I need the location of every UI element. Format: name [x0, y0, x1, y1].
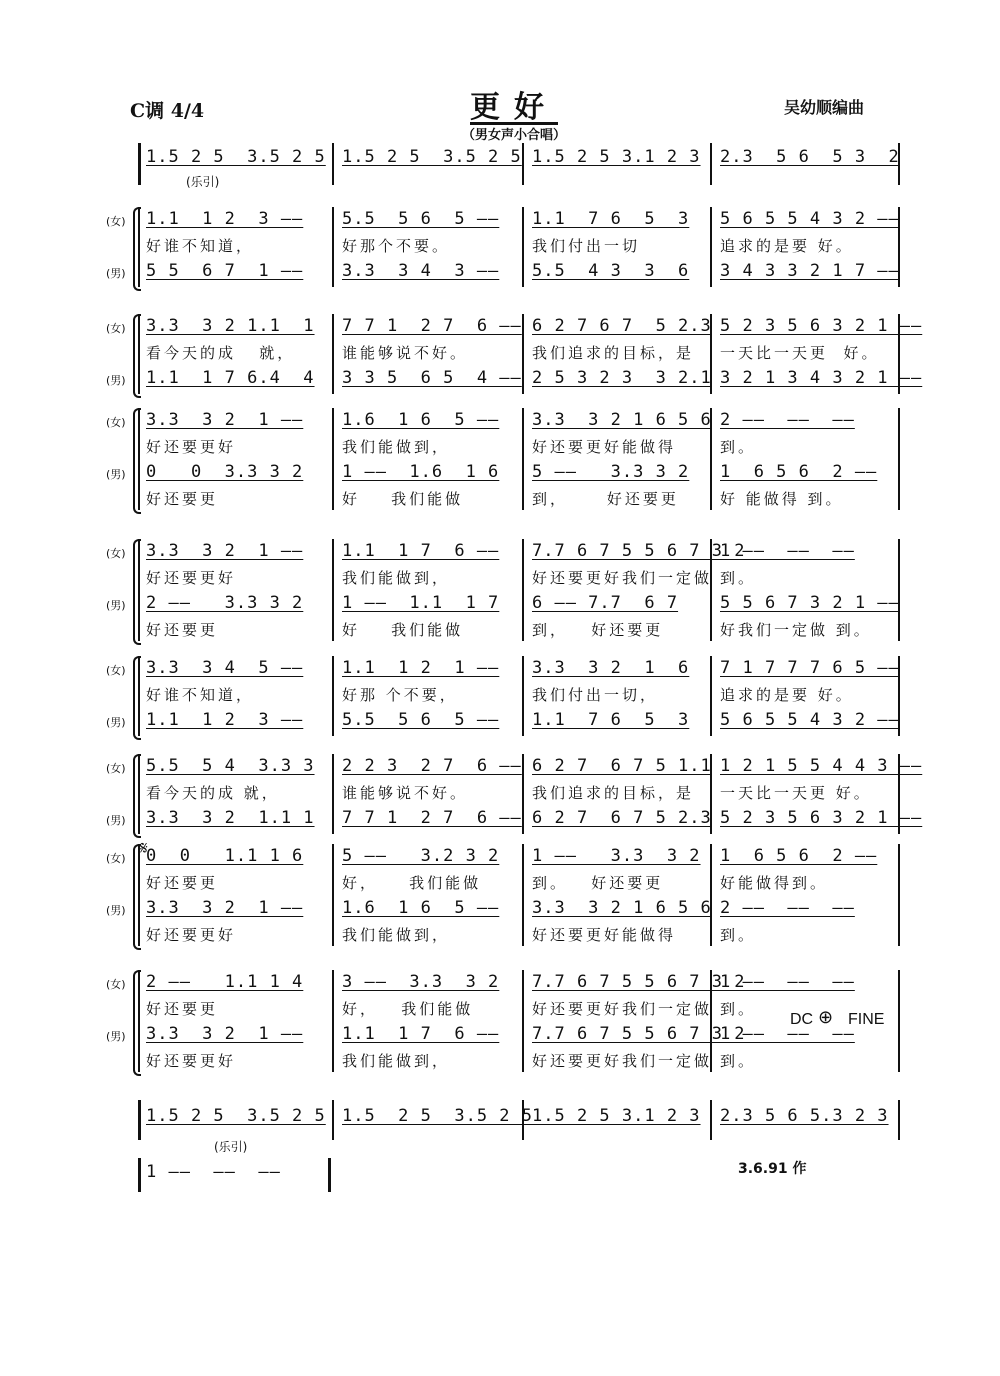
male-notes-measure: 1.1 7 6 5 3	[532, 710, 690, 730]
male-lyrics-text: 好还要更	[146, 621, 219, 639]
male-voice-label: (男)	[106, 374, 126, 387]
male-notes-measure: 7.7 6 7 5 5 6 7 3 2	[532, 1024, 746, 1044]
female-lyrics-text: 一天比一天更 好。	[720, 784, 872, 802]
female-lyrics-text: 看今天的成 就，	[146, 344, 296, 362]
female-lyrics-text: 我们追求的目标，是	[532, 784, 695, 802]
female-lyrics-text: 好能做得到。	[720, 874, 829, 892]
male-lyrics-line	[140, 1050, 900, 1072]
female-notes-measure: 1.1 1 2 3 ——	[146, 209, 304, 229]
female-notes-measure: 3 —— 3.3 3 2	[342, 972, 500, 992]
female-lyrics-line	[140, 782, 900, 804]
female-voice-label: (女)	[106, 215, 126, 228]
male-lyrics-text: 到。	[720, 926, 757, 944]
female-lyrics-text: 到。	[720, 438, 757, 456]
male-lyrics-line	[140, 488, 900, 510]
male-lyrics-text: 到， 好还要更	[532, 621, 664, 639]
male-notes-measure: 3.3 3 2 1.1 1	[146, 808, 315, 828]
female-notes-measure: 3.3 3 2 1 ——	[146, 410, 304, 430]
female-lyrics-text: 好还要更好我们一定做	[532, 1000, 713, 1018]
intro-notes-line	[140, 147, 900, 173]
intro-label: (乐引)	[186, 175, 220, 189]
female-lyrics-text: 我们能做到，	[342, 438, 451, 456]
vocal-system	[0, 406, 1000, 516]
female-lyrics-text: 好还要更好我们一定做	[532, 569, 713, 587]
female-notes-measure: 2 2 3 2 7 6 ——	[342, 756, 522, 776]
vocal-system	[0, 654, 1000, 764]
male-notes-measure: 1.1 1 2 3 ——	[146, 710, 304, 730]
final-barline-end	[328, 1158, 331, 1192]
female-notes-measure: 3.3 3 2 1.1 1	[146, 316, 315, 336]
male-notes-measure: 1 —— —— ——	[720, 1024, 855, 1044]
ending-notes-measure: 1.5 2 5 3.5 2 5	[342, 1106, 533, 1126]
ending-notes-measure: 1.5 2 5 3.5 2 5	[146, 1106, 326, 1126]
female-notes-measure: 3.3 3 2 1 ——	[146, 541, 304, 561]
female-notes-measure: 1 —— —— ——	[720, 972, 855, 992]
vocal-system	[0, 205, 1000, 315]
ending-system	[0, 1100, 1000, 1200]
intro-system	[0, 143, 1000, 193]
female-notes-measure: 1 —— —— ——	[720, 541, 855, 561]
female-lyrics-text: 好那 个不要，	[342, 686, 458, 704]
female-lyrics-text: 好还要更好	[146, 569, 237, 587]
female-lyrics-text: 到。 好还要更	[532, 874, 664, 892]
female-notes-measure: 5 6 5 5 4 3 2 ——	[720, 209, 900, 229]
female-lyrics-line	[140, 235, 900, 257]
male-lyrics-text: 好还要更好我们一定做	[532, 1052, 713, 1070]
final-barline-start	[138, 1158, 141, 1192]
female-lyrics-text: 我们追求的目标，是	[532, 344, 695, 362]
female-notes-measure: 1.6 1 6 5 ——	[342, 410, 500, 430]
male-notes-measure: 5 5 6 7 1 ——	[146, 261, 304, 281]
female-lyrics-text: 好还要更	[146, 874, 219, 892]
female-lyrics-text: 追求的是要 好。	[720, 237, 854, 255]
fine-coda-icon: ⊕	[818, 1007, 834, 1028]
male-lyrics-line	[140, 924, 900, 946]
female-lyrics-text: 我们付出一切，	[532, 686, 659, 704]
male-notes-measure: 5 2 3 5 6 3 2 1 ——	[720, 808, 923, 828]
male-lyrics-text: 好 我们能做	[342, 490, 464, 508]
composer-credit: 吴幼顺编曲	[784, 98, 865, 117]
dc-marking: DC	[790, 1011, 814, 1028]
male-notes-measure: 0 0 3.3 3 2	[146, 462, 304, 482]
intro-notes-measure: 1.5 2 5 3.1 2 3	[532, 147, 701, 167]
male-notes-measure: 3.3 3 4 3 ——	[342, 261, 500, 281]
female-notes-line	[140, 972, 900, 998]
male-lyrics-text: 好还要更好	[146, 926, 237, 944]
male-notes-measure: 1.6 1 6 5 ——	[342, 898, 500, 918]
female-notes-measure: 3.3 3 2 1 6 5 6	[532, 410, 712, 430]
male-voice-label: (男)	[106, 599, 126, 612]
female-notes-line	[140, 316, 923, 342]
vocal-system	[0, 537, 1000, 647]
female-lyrics-text: 好还要更好能做得	[532, 438, 677, 456]
male-notes-line	[140, 898, 900, 924]
male-lyrics-text: 好 能做得 到。	[720, 490, 844, 508]
female-voice-label: (女)	[106, 852, 126, 865]
female-notes-measure: 1 2 1 5 5 4 4 3 ——	[720, 756, 923, 776]
female-lyrics-line	[140, 436, 900, 458]
male-notes-measure: 1 —— 1.1 1 7	[342, 593, 500, 613]
female-lyrics-line	[140, 342, 900, 364]
male-notes-measure: 1.1 1 7 6.4 4	[146, 368, 315, 388]
female-notes-measure: 7 1 7 7 7 6 5 ——	[720, 658, 900, 678]
female-notes-measure: 7.7 6 7 5 5 6 7 3 2	[532, 972, 746, 992]
key-signature: C调 4/4	[130, 100, 205, 122]
female-notes-line	[140, 658, 900, 684]
female-notes-line	[140, 541, 900, 567]
female-notes-measure: 3.3 3 4 5 ——	[146, 658, 304, 678]
male-notes-line	[140, 462, 900, 488]
male-notes-measure: 2 —— 3.3 3 2	[146, 593, 304, 613]
female-voice-label: (女)	[106, 664, 126, 677]
female-lyrics-text: 一天比一天更 好。	[720, 344, 880, 362]
female-lyrics-text: 我们付出一切	[532, 237, 641, 255]
male-notes-measure: 1 —— 1.6 1 6	[342, 462, 500, 482]
female-voice-label: (女)	[106, 547, 126, 560]
female-notes-measure: 6 2 7 6 7 5 2.3	[532, 316, 712, 336]
male-notes-measure: 3 4 3 3 2 1 7 ——	[720, 261, 900, 281]
female-notes-line	[140, 410, 900, 436]
composition-date: 3.6.91 作	[738, 1161, 807, 1177]
male-notes-line	[140, 710, 900, 736]
male-notes-measure: 5 5 6 7 3 2 1 ——	[720, 593, 900, 613]
ending-notes-measure: 2.3 5 6 5.3 2 3	[720, 1106, 889, 1126]
female-notes-measure: 1.1 7 6 5 3	[532, 209, 690, 229]
male-notes-measure: 5.5 4 3 3 6	[532, 261, 690, 281]
ending-notes-line	[140, 1106, 900, 1132]
male-notes-measure: 5 6 5 5 4 3 2 ——	[720, 710, 900, 730]
male-lyrics-text: 好还要更	[146, 490, 219, 508]
segno-mark: 𝄋	[140, 838, 148, 859]
intro-notes-measure: 1.5 2 5 3.5 2 5	[342, 147, 522, 167]
male-notes-measure: 6 2 7 6 7 5 2.3	[532, 808, 712, 828]
female-notes-line	[140, 209, 900, 235]
male-notes-measure: 3.3 3 2 1 ——	[146, 898, 304, 918]
female-lyrics-text: 看今天的成 就，	[146, 784, 280, 802]
female-lyrics-text: 好， 我们能做	[342, 874, 482, 892]
male-notes-line	[140, 593, 900, 619]
male-lyrics-text: 到， 好还要更	[532, 490, 679, 508]
male-lyrics-text: 我们能做到，	[342, 1052, 451, 1070]
song-title: 更好	[470, 90, 558, 125]
male-lyrics-text: 到。	[720, 1052, 757, 1070]
male-notes-measure: 3.3 3 2 1 6 5 6	[532, 898, 712, 918]
male-notes-measure: 5.5 5 6 5 ——	[342, 710, 500, 730]
male-notes-measure: 3.3 3 2 1 ——	[146, 1024, 304, 1044]
female-notes-measure: 5.5 5 6 5 ——	[342, 209, 500, 229]
female-lyrics-line	[140, 872, 900, 894]
male-lyrics-text: 好 我们能做	[342, 621, 464, 639]
female-voice-label: (女)	[106, 762, 126, 775]
female-notes-measure: 3.3 3 2 1 6	[532, 658, 690, 678]
male-notes-measure: 2 —— —— ——	[720, 898, 855, 918]
female-lyrics-text: 好那个不要。	[342, 237, 451, 255]
female-lyrics-text: 好谁不知道，	[146, 686, 255, 704]
female-lyrics-text: 谁能够说不好。	[342, 784, 469, 802]
female-lyrics-text: 我们能做到，	[342, 569, 451, 587]
female-lyrics-text: 到。	[720, 1000, 757, 1018]
female-voice-label: (女)	[106, 978, 126, 991]
female-notes-measure: 7 7 1 2 7 6 ——	[342, 316, 522, 336]
male-lyrics-text: 好还要更好能做得	[532, 926, 677, 944]
female-voice-label: (女)	[106, 416, 126, 429]
female-voice-label: (女)	[106, 322, 126, 335]
female-notes-measure: 6 2 7 6 7 5 1.1	[532, 756, 712, 776]
male-notes-measure: 1.1 1 7 6 ——	[342, 1024, 500, 1044]
male-lyrics-text: 好还要更好	[146, 1052, 237, 1070]
male-notes-measure: 2 5 3 2 3 3 2.1	[532, 368, 712, 388]
ending-notes-measure: 1.5 2 5 3.1 2 3	[532, 1106, 701, 1126]
female-notes-measure: 5 —— 3.2 3 2	[342, 846, 500, 866]
male-notes-measure: 3 2 1 3 4 3 2 1 ——	[720, 368, 923, 388]
male-voice-label: (男)	[106, 716, 126, 729]
female-lyrics-text: 追求的是要 好。	[720, 686, 854, 704]
female-notes-measure: 2 —— 1.1 1 4	[146, 972, 304, 992]
male-voice-label: (男)	[106, 1030, 126, 1043]
male-notes-line	[140, 1024, 900, 1050]
female-lyrics-text: 到。	[720, 569, 757, 587]
male-notes-measure: 6 —— 7.7 6 7	[532, 593, 679, 613]
male-notes-measure: 7 7 1 2 7 6 ——	[342, 808, 522, 828]
male-voice-label: (男)	[106, 904, 126, 917]
male-notes-measure: 5 —— 3.3 3 2	[532, 462, 690, 482]
female-lyrics-text: 谁能够说不好。	[342, 344, 469, 362]
vocal-system	[0, 842, 1000, 952]
female-notes-measure: 2 —— —— ——	[720, 410, 855, 430]
female-notes-measure: 1 —— 3.3 3 2	[532, 846, 701, 866]
female-lyrics-line	[140, 684, 900, 706]
male-voice-label: (男)	[106, 814, 126, 827]
female-lyrics-text: 好， 我们能做	[342, 1000, 474, 1018]
male-notes-line	[140, 808, 923, 834]
female-notes-measure: 5 2 3 5 6 3 2 1 ——	[720, 316, 923, 336]
female-notes-measure: 1.1 1 2 1 ——	[342, 658, 500, 678]
female-notes-measure: 1.1 1 7 6 ——	[342, 541, 500, 561]
intro-notes-measure: 2.3 5 6 5 3 2	[720, 147, 900, 167]
female-lyrics-line	[140, 567, 900, 589]
female-lyrics-text: 好谁不知道，	[146, 237, 255, 255]
female-lyrics-line	[140, 998, 900, 1020]
final-measure: 1 —— —— ——	[146, 1162, 281, 1182]
intro-notes-measure: 1.5 2 5 3.5 2 5	[146, 147, 326, 167]
female-lyrics-text: 好还要更好	[146, 438, 237, 456]
female-notes-measure: 0 0 1.1 1 6	[146, 846, 304, 866]
male-lyrics-text: 好我们一定做 到。	[720, 621, 872, 639]
female-lyrics-text: 好还要更	[146, 1000, 219, 1018]
male-voice-label: (男)	[106, 468, 126, 481]
male-notes-line	[140, 261, 900, 287]
female-notes-measure: 1 6 5 6 2 ——	[720, 846, 878, 866]
male-notes-line	[140, 368, 923, 394]
ending-label: (乐引)	[214, 1140, 248, 1154]
song-subtitle: （男女声小合唱）	[462, 128, 567, 143]
female-notes-line	[140, 756, 923, 782]
male-voice-label: (男)	[106, 267, 126, 280]
female-notes-measure: 7.7 6 7 5 5 6 7 3 2	[532, 541, 746, 561]
male-notes-measure: 1 6 5 6 2 ——	[720, 462, 878, 482]
female-notes-measure: 5.5 5 4 3.3 3	[146, 756, 315, 776]
male-notes-measure: 3 3 5 6 5 4 ——	[342, 368, 522, 388]
male-lyrics-text: 我们能做到，	[342, 926, 451, 944]
fine-marking: FINE	[848, 1011, 885, 1028]
female-notes-line	[140, 846, 900, 872]
male-lyrics-line	[140, 619, 900, 641]
